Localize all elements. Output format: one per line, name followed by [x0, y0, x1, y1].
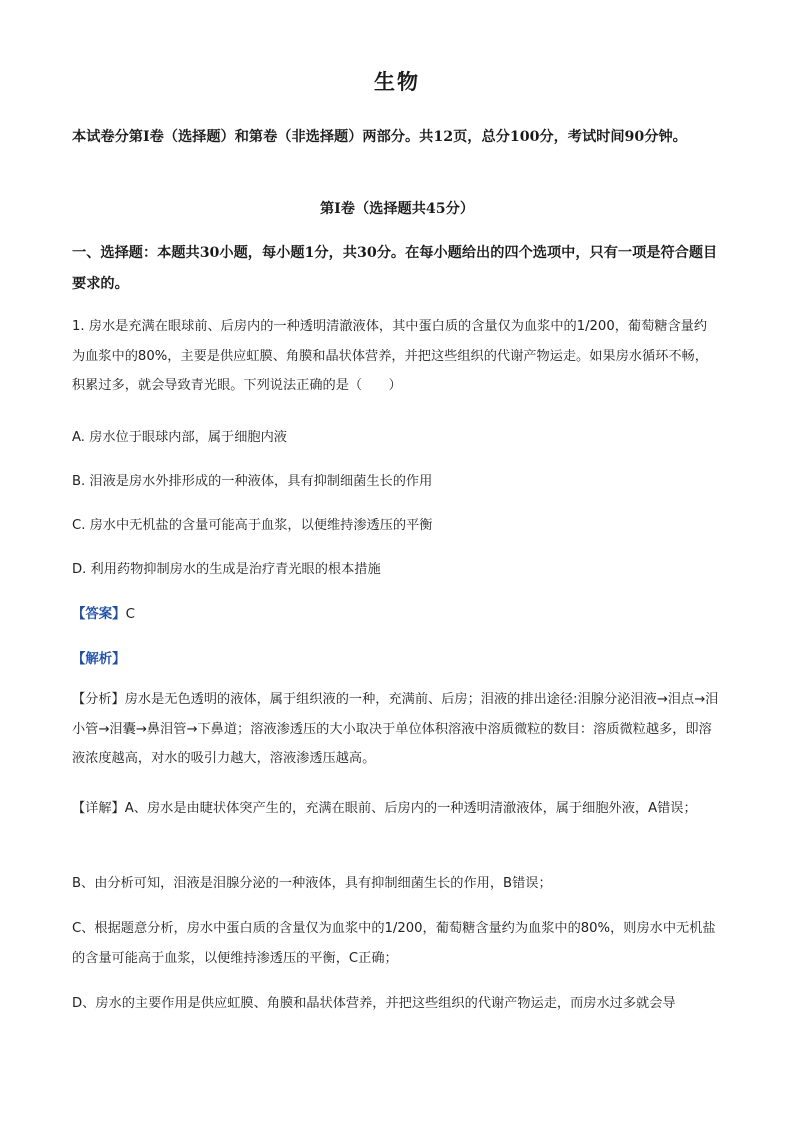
analysis-xiangjie — [72, 794, 720, 824]
analysis-fenxi — [72, 685, 720, 774]
xiangjie-text: A、房水是由睫状体突产生的，充满在眼前、后房内的一种透明清澈液体，属于细胞外液，A错误； — [124, 801, 697, 816]
analysis-b: B、由分析可知，泪液是泪腺分泌的一种液体，具有抑制细菌生长的作用，B错误； — [72, 876, 552, 891]
analysis-c: C、根据题意分析，房水中蛋白质的含量仅为血浆中的1/200，葡萄糖含量约为血浆中的80%，则房水中无机盐的含量可能高于血浆，以便维持渗透压的平衡，C正确； — [72, 921, 716, 966]
fenxi-text: 房水是无色透明的液体，属于组织液的一种，充满前、后房；泪液的排出途径:泪腺分泌泪液→泪点→泪小管→泪囊→鼻泪管→下鼻道；溶液渗透压的大小取决于单位体积溶液中溶质微粒的数目：溶质微粒越多，即溶液浓度越高，对水的吸引力越大，溶液渗透压越高。 — [72, 692, 719, 766]
section-title: 第Ⅰ卷（选择题共45分） — [319, 201, 475, 217]
answer-label: 【答案】 — [72, 607, 126, 622]
page-title: 生物 — [374, 70, 420, 94]
option-d: D. 利用药物抑制房水的生成是治疗青光眼的根本措施 — [72, 562, 381, 577]
analysis-heading — [72, 648, 126, 667]
exam-instructions: 本试卷分第Ⅰ卷（选择题）和第卷（非选择题）两部分。共12页，总分100分，考试时间90分钟。 — [72, 129, 687, 145]
fenxi-label: 【分析】 — [72, 692, 125, 707]
option-a: A. 房水位于眼球内部，属于细胞内液 — [72, 430, 287, 445]
option-c: C. 房水中无机盐的含量可能高于血浆，以便维持渗透压的平衡 — [72, 518, 433, 533]
answer-value: C — [125, 607, 135, 622]
answer-line — [72, 603, 135, 622]
analysis-d: D、房水的主要作用是供应虹膜、角膜和晶状体营养，并把这些组织的代谢产物运走，而房水过多就会导 — [72, 996, 676, 1011]
part-header: 一、选择题：本题共30小题，每小题1分，共30分。在每小题给出的四个选项中，只有一项是符合题目要求的。 — [72, 245, 718, 292]
question-stem: 1. 房水是充满在眼球前、后房内的一种透明清澈液体，其中蛋白质的含量仅为血浆中的1/200，葡萄糖含量约为血浆中的80%，主要是供应虹膜、角膜和晶状体营养，并把这些组织的代谢产物运走。如果房水循环不畅，积累过多，就会导致青光眼。下列说法正确的是（ ） — [72, 319, 708, 393]
analysis-label: 【解析】 — [72, 652, 126, 667]
xiangjie-label: 【详解】 — [72, 801, 125, 816]
option-b: B. 泪液是房水外排形成的一种液体，具有抑制细菌生长的作用 — [72, 474, 433, 489]
